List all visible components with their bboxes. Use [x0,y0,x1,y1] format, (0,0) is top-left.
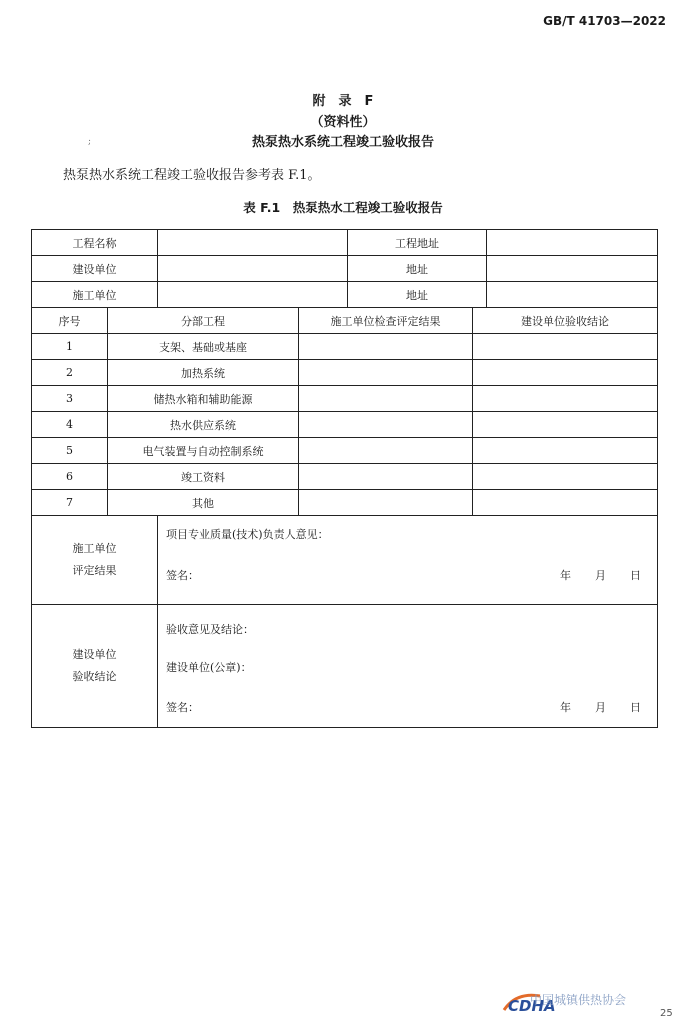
row-builder-conclusion[interactable] [473,438,658,464]
date-month: 月 [595,569,606,582]
row-contractor-result[interactable] [299,386,473,412]
acceptance-report-table [31,229,658,728]
table-row [32,490,658,516]
date-day: 日 [630,701,641,714]
date-day: 日 [630,569,641,582]
standard-number: GB/T 41703—2022 [543,14,666,28]
contractor-value[interactable] [158,282,348,308]
row-sub-project: 竣工资料 [108,464,299,490]
page-number: 25 [660,1008,673,1019]
contractor-address-value[interactable] [487,282,658,308]
info-row-contractor [32,282,658,308]
table-row [32,386,658,412]
row-sub-project: 电气装置与自动控制系统 [108,438,299,464]
builder-accept-row [32,605,658,728]
appendix-nature: （资料性） [310,115,376,130]
table-row [32,360,658,386]
builder-address-value[interactable] [487,256,658,282]
row-sub-project: 储热水箱和辅助能源 [108,386,299,412]
row-contractor-result[interactable] [299,490,473,516]
row-no: 6 [32,464,108,490]
appendix-title: 热泵热水系统工程竣工验收报告 [251,135,434,150]
contractor-label: 施工单位 [32,282,158,308]
row-builder-conclusion[interactable] [473,360,658,386]
row-contractor-result[interactable] [299,412,473,438]
builder-value[interactable] [158,256,348,282]
watermark-text: 中国城镇供热协会 [530,993,627,1007]
builder-address-label: 地址 [348,256,487,282]
row-no: 7 [32,490,108,516]
builder-sign-label: 签名： [166,701,199,714]
intro-text: 热泵热水系统工程竣工验收报告参考表 F.1。 [63,168,321,183]
header-contractor-result: 施工单位检查评定结果 [299,308,473,334]
date-month: 月 [595,701,606,714]
row-builder-conclusion[interactable] [473,464,658,490]
project-address-label: 工程地址 [348,230,487,256]
scan-mark: ; [88,137,92,147]
builder-label: 建设单位 [32,256,158,282]
row-contractor-result[interactable] [299,464,473,490]
table-caption: 表 F.1 热泵热水工程竣工验收报告 [243,200,443,215]
project-address-value[interactable] [487,230,658,256]
svg-text:CDHA: CDHA [508,997,556,1015]
contractor-eval-row [32,516,658,605]
builder-accept-label-line2: 验收结论 [72,670,117,683]
row-sub-project: 热水供应系统 [108,412,299,438]
row-contractor-result[interactable] [299,438,473,464]
contractor-date [560,567,641,583]
row-builder-conclusion[interactable] [473,490,658,516]
project-name-value[interactable] [158,230,348,256]
table-header-row [32,308,658,334]
row-no: 3 [32,386,108,412]
row-contractor-result[interactable] [299,334,473,360]
appendix-label: 附 录 F [312,94,374,109]
row-builder-conclusion[interactable] [473,386,658,412]
row-sub-project: 加热系统 [108,360,299,386]
contractor-eval-label [32,516,158,605]
table-row [32,334,658,360]
row-builder-conclusion[interactable] [473,412,658,438]
contractor-address-label: 地址 [348,282,487,308]
date-year: 年 [560,701,571,714]
info-row-builder [32,256,658,282]
builder-accept-label-line1: 建设单位 [72,648,117,661]
row-no: 2 [32,360,108,386]
header-builder-conclusion: 建设单位验收结论 [473,308,658,334]
contractor-eval-label-line1: 施工单位 [72,542,117,555]
builder-seal-label: 建设单位(公章)： [166,661,252,674]
header-no: 序号 [32,308,108,334]
builder-opinion-label: 验收意见及结论： [166,623,254,636]
row-sub-project: 支架、基础或基座 [108,334,299,360]
table-row [32,412,658,438]
row-no: 1 [32,334,108,360]
contractor-opinion-label: 项目专业质量(技术)负责人意见： [166,528,329,541]
info-row-project [32,230,658,256]
contractor-eval-content[interactable] [158,516,658,605]
project-name-label: 工程名称 [32,230,158,256]
contractor-sign-label: 签名： [166,569,199,582]
row-sub-project: 其他 [108,490,299,516]
contractor-eval-label-line2: 评定结果 [72,564,117,577]
row-no: 5 [32,438,108,464]
date-year: 年 [560,569,571,582]
header-sub-project: 分部工程 [108,308,299,334]
builder-accept-content[interactable] [158,605,658,728]
row-builder-conclusion[interactable] [473,334,658,360]
row-contractor-result[interactable] [299,360,473,386]
table-row [32,438,658,464]
row-no: 4 [32,412,108,438]
builder-date [560,699,641,715]
builder-accept-label [32,605,158,728]
table-row [32,464,658,490]
